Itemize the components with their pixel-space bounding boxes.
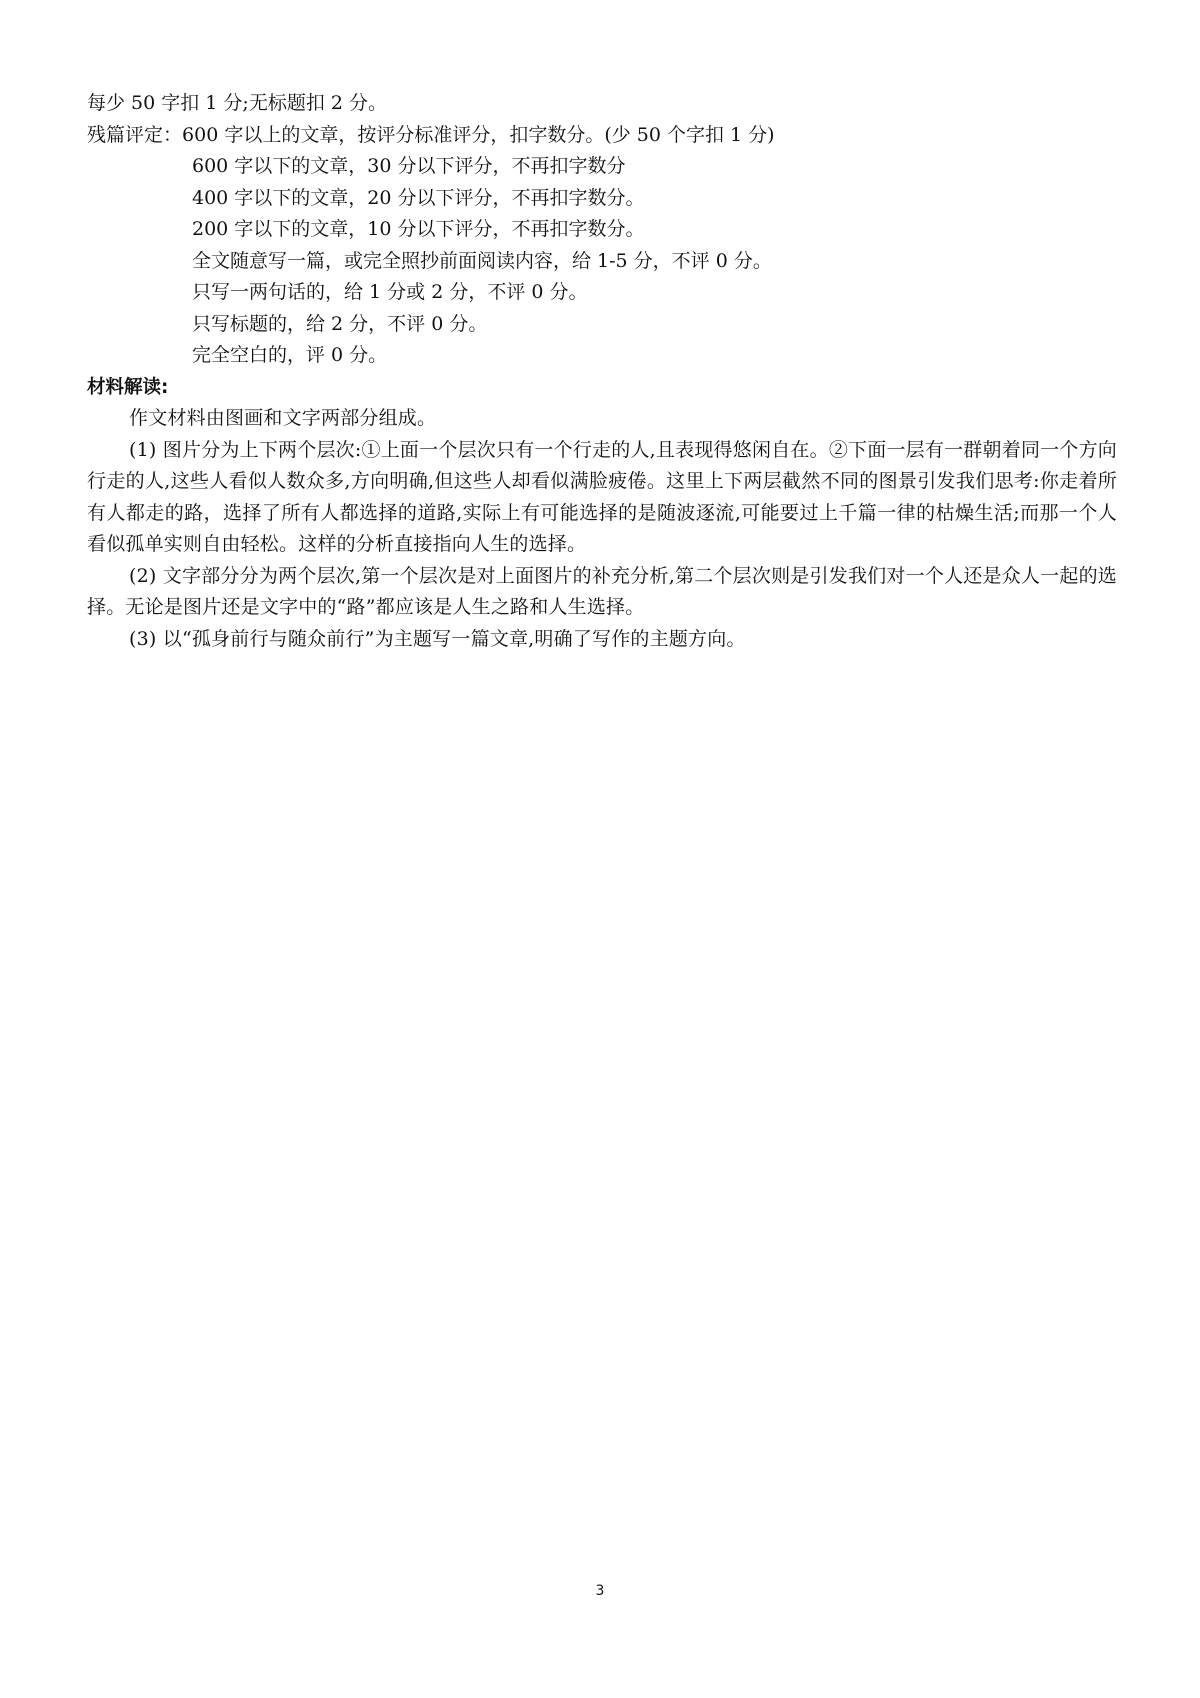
incomplete-rule: 只写一两句话的，给 1 分或 2 分，不评 0 分。 [192, 281, 588, 303]
incomplete-first-rule: 600 字以上的文章，按评分标准评分，扣字数分。(少 50 个字扣 1 分) [182, 123, 775, 146]
interpretation-heading: 材料解读: [87, 376, 169, 398]
interpretation-point-2: (2) 文字部分分为两个层次,第一个层次是对上面图片的补充分析,第二个层次则是引发我们对一个人还是众人一起的选择。无论是图片还是文字中的“路”都应该是人生之路和人生选择。 [87, 564, 1117, 618]
incomplete-rule: 600 字以下的文章，30 分以下评分，不再扣字数分 [192, 155, 626, 177]
interpretation-point-3: (3) 以“孤身前行与随众前行”为主题写一篇文章,明确了写作的主题方向。 [129, 627, 746, 650]
incomplete-rule: 200 字以下的文章，10 分以下评分，不再扣字数分。 [192, 218, 645, 240]
interpretation-point-1: (1) 图片分为上下两个层次:①上面一个层次只有一个行走的人,且表现得悠闲自在。②下面一层有一群朝着同一个方向行走的人,这些人看似人数众多,方向明确,但这些人却看似满脸疲倦。这里上下两层截然不同的图景引发我们思考:你走着所有人都走的路，选择了所有人都选择的道路,实际上有可能选择的是随波逐流,可能要过上千篇一律的枯燥生活;而那一个人看似孤单实则自由轻松。这样的分析直接指向人生的选择。 [87, 438, 1117, 555]
incomplete-rule: 只写标题的，给 2 分，不评 0 分。 [192, 312, 488, 335]
page-number: 3 [595, 1583, 605, 1599]
incomplete-rubric-first-line [87, 120, 1117, 152]
incomplete-rule: 完全空白的，评 0 分。 [192, 344, 388, 366]
incomplete-rule: 400 字以下的文章，20 分以下评分，不再扣字数分。 [192, 186, 645, 209]
document-page [87, 88, 1117, 655]
deduction-line: 每少 50 字扣 1 分;无标题扣 2 分。 [87, 92, 387, 114]
interpretation-intro: 作文材料由图画和文字两部分组成。 [129, 407, 437, 429]
incomplete-rule: 全文随意写一篇，或完全照抄前面阅读内容，给 1-5 分，不评 0 分。 [192, 249, 772, 272]
incomplete-label: 残篇评定： [87, 123, 183, 146]
